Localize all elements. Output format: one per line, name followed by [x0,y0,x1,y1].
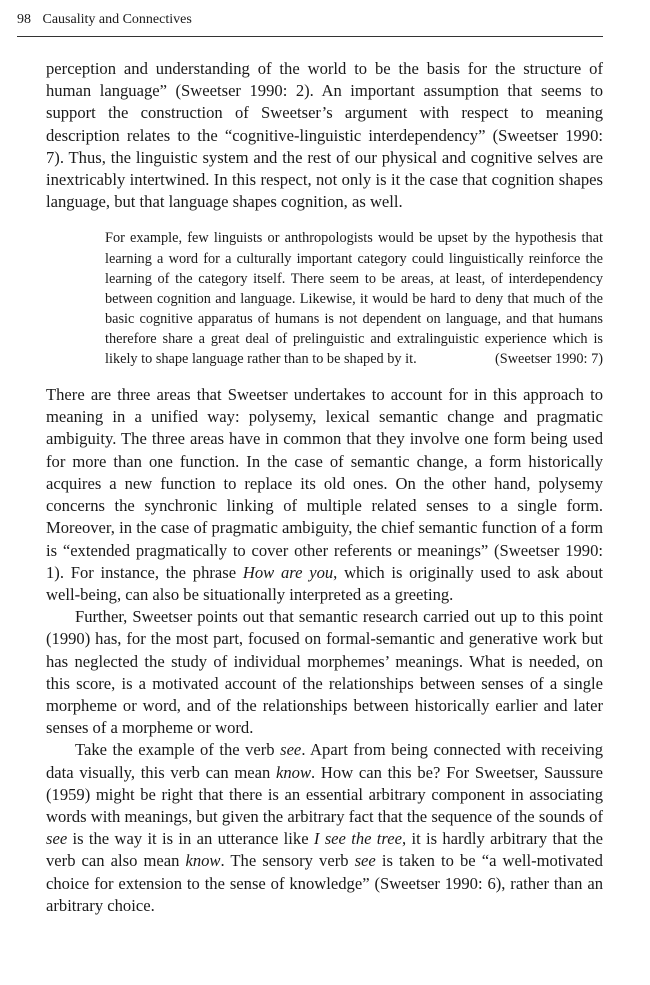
paragraph-2 [46,384,603,606]
page-number: 98 [17,12,31,27]
paragraph-4-text-d: is the way it is in an utterance like [67,829,314,849]
paragraph-4-emphasis-6: see [354,851,376,871]
paragraph-4-text-b: . Apart from being connected with receiving data visually, this verb can mean [46,740,603,782]
paragraph-2-text-a: There are three areas that Sweetser undertakes to account for in this approach to meaning in a unified way: polysemy, lexical semantic change and pragmatic ambiguity. The three areas have in common that they involve one form being used for more than one function. In the case of semantic change, a form historically acquires a new function to replace its old ones. On the other hand, polysemy concerns the synchronic linking of multiple related senses to a single form. Moreover, in the case of pragmatic ambiguity, the chief semantic function of a form is “extended pragmatically to cover other referents or meanings” (Sweetser 1990: 1). For instance, the phrase [46,385,603,582]
paragraph-4-emphasis-4: I see the tree [313,829,402,849]
paragraph-4 [46,739,603,917]
running-head [17,10,603,37]
quote-citation: (Sweetser 1990: 7) [495,350,603,367]
page-body [46,58,603,917]
paragraph-4-text-g: is taken to be “a well-motivated choice for extension to the sense of knowledge” (Sweetser 1990: 6), rather than an arbitrary choice. [46,851,603,915]
paragraph-4-text-c: . How can this be? For Sweetser, Saussure (1959) might be right that there is an essential arbitrary component in associating words with meanings, but given the arbitrary fact that the sequence of the sounds of [46,762,603,826]
paragraph-4-emphasis-5: know [185,851,221,871]
paragraph-2-text-b: , which is originally used to ask about well-being, can also be situationally interpreted as a greeting. [46,562,603,604]
running-title: Causality and Connectives [42,12,192,27]
paragraph-2-emphasis: How are you [242,562,334,582]
paragraph-4-text-f: . The sensory verb [220,851,355,871]
paragraph-4-emphasis-3: see [46,829,68,849]
paragraph-1: perception and understanding of the world to be the basis for the structure of human language” (Sweetser 1990: 2). An important assumption that seems to support the construction of Sweetser’s argument with respect to meaning description relates to the “cognitive-linguistic interdependency” (Sweetser 1990: 7). Thus, the linguistic system and the rest of our physical and cognitive selves are inextricably intertwined. In this respect, not only is it the case that cognition shapes language, but that language shapes cognition, as well. [46,59,603,212]
paragraph-4-emphasis-1: see [280,740,302,760]
paragraph-3: Further, Sweetser points out that semantic research carried out up to this point (1990) has, for the most part, focused on formal-semantic and generative work but has neglected the study of individual morphemes’ meanings. What is needed, on this score, is a motivated account of the relationships between senses of a single morpheme or word, and of the relationships between historically earlier and later senses of a morpheme or word. [46,607,603,738]
paragraph-4-emphasis-2: know [276,762,312,782]
quote-text: For example, few linguists or anthropologists would be upset by the hypothesis that learning a word for a culturally important category could linguistically reinforce the learning of the category itself. There seem to be areas, at least, of interdependency between cognition and language. Likewise, it would be hard to deny that much of the basic cognitive apparatus of humans is not dependent on language, and that humans therefore share a great deal of prelinguistic and extralinguistic experience which is likely to shape language rather than to be shaped by it. [105,230,603,367]
paragraph-4-text-e: , it is hardly arbitrary that the verb can also mean [46,829,603,871]
paragraph-4-text-a: Take the example of the verb [75,740,281,760]
block-quote [105,228,603,369]
